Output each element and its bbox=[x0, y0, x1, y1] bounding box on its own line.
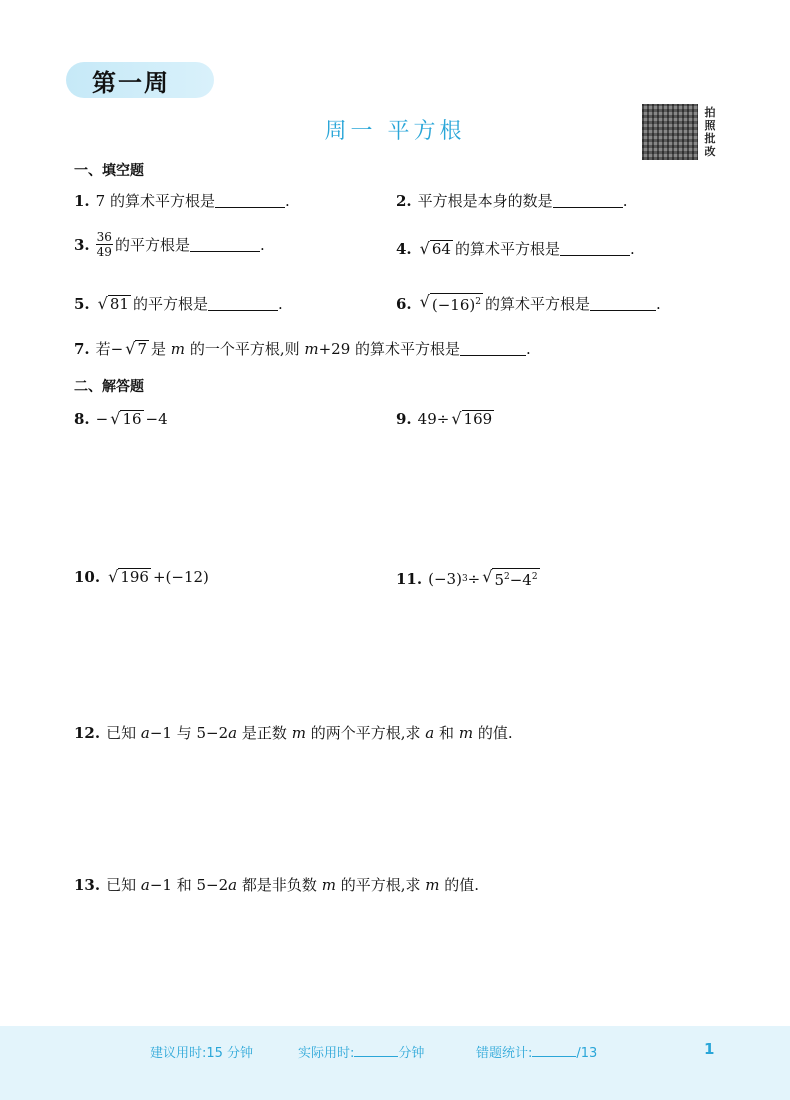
question-13: 13. 已知 a −1 和 5−2 a 都是非负数 m 的平方根,求 m 的值. bbox=[74, 875, 480, 894]
section-solve-title: 二、解答题 bbox=[74, 379, 144, 395]
question-2: 2. 平方根是本身的数是 . bbox=[396, 191, 628, 210]
day-title: 周一 平方根 bbox=[324, 119, 466, 144]
sqrt-symbol: √ 169 bbox=[451, 409, 493, 428]
page-number: 1 bbox=[704, 1040, 715, 1058]
answer-blank-4[interactable] bbox=[560, 241, 630, 256]
question-8: 8. − √ 16 −4 bbox=[74, 409, 168, 428]
answer-blank-2[interactable] bbox=[553, 193, 623, 208]
qr-code-icon[interactable] bbox=[642, 104, 698, 160]
answer-blank-1[interactable] bbox=[215, 193, 285, 208]
answer-blank-6[interactable] bbox=[590, 296, 656, 311]
question-9: 9. 49÷ √ 169 bbox=[396, 409, 493, 428]
error-count: 错题统计: /13 bbox=[476, 1046, 598, 1061]
suggested-time: 建议用时:15 分钟 bbox=[150, 1046, 254, 1061]
sqrt-symbol: √ 7 bbox=[125, 338, 147, 358]
answer-blank-3[interactable] bbox=[190, 237, 260, 252]
answer-blank-7[interactable] bbox=[460, 341, 526, 356]
question-11: 11. (−3) 3 ÷ √ $5^2-4^2$ bbox=[396, 567, 538, 589]
question-12: 12. 已知 a −1 与 5−2 a 是正数 m 的两个平方根,求 a 和 m 的值. bbox=[74, 723, 513, 742]
sqrt-symbol: √ 81 bbox=[97, 293, 129, 313]
question-5: 5. √ 81 的平方根是 . bbox=[74, 293, 283, 313]
question-4: 4. √ 64 的算术平方根是 . bbox=[396, 238, 635, 258]
question-7: 7. 若− √ 7 是 m 的一个平方根,则 m +29 的算术平方根是 . bbox=[74, 338, 531, 358]
week-title: 第一周 bbox=[92, 68, 170, 97]
footer-bar bbox=[0, 1026, 790, 1100]
qr-label: 拍照批改 bbox=[704, 106, 716, 158]
answer-blank-5[interactable] bbox=[208, 296, 278, 311]
sqrt-symbol: √ $(-16)^2$ bbox=[419, 292, 481, 314]
question-1: 1. 7 的算术平方根是 . bbox=[74, 191, 290, 210]
question-3: 3. $\frac{36}{49}$ 的平方根是 . bbox=[74, 230, 265, 259]
week-badge bbox=[66, 62, 214, 98]
fraction: $\frac{36}{49}$ bbox=[96, 230, 112, 259]
actual-time-blank[interactable] bbox=[354, 1044, 398, 1057]
sqrt-symbol: √ 16 bbox=[110, 409, 142, 428]
sqrt-symbol: √ $5^2-4^2$ bbox=[482, 567, 538, 589]
sqrt-symbol: √ 64 bbox=[419, 238, 451, 258]
qr-box[interactable] bbox=[642, 104, 720, 164]
error-count-blank[interactable] bbox=[532, 1044, 576, 1057]
question-10: 10. √ 196 +(−12) bbox=[74, 567, 209, 586]
section-fill-title: 一、填空题 bbox=[74, 163, 144, 179]
question-6: 6. √ $(-16)^2$ 的算术平方根是 . bbox=[396, 292, 661, 314]
actual-time: 实际用时: 分钟 bbox=[298, 1046, 425, 1061]
sqrt-symbol: √ 196 bbox=[108, 567, 149, 586]
